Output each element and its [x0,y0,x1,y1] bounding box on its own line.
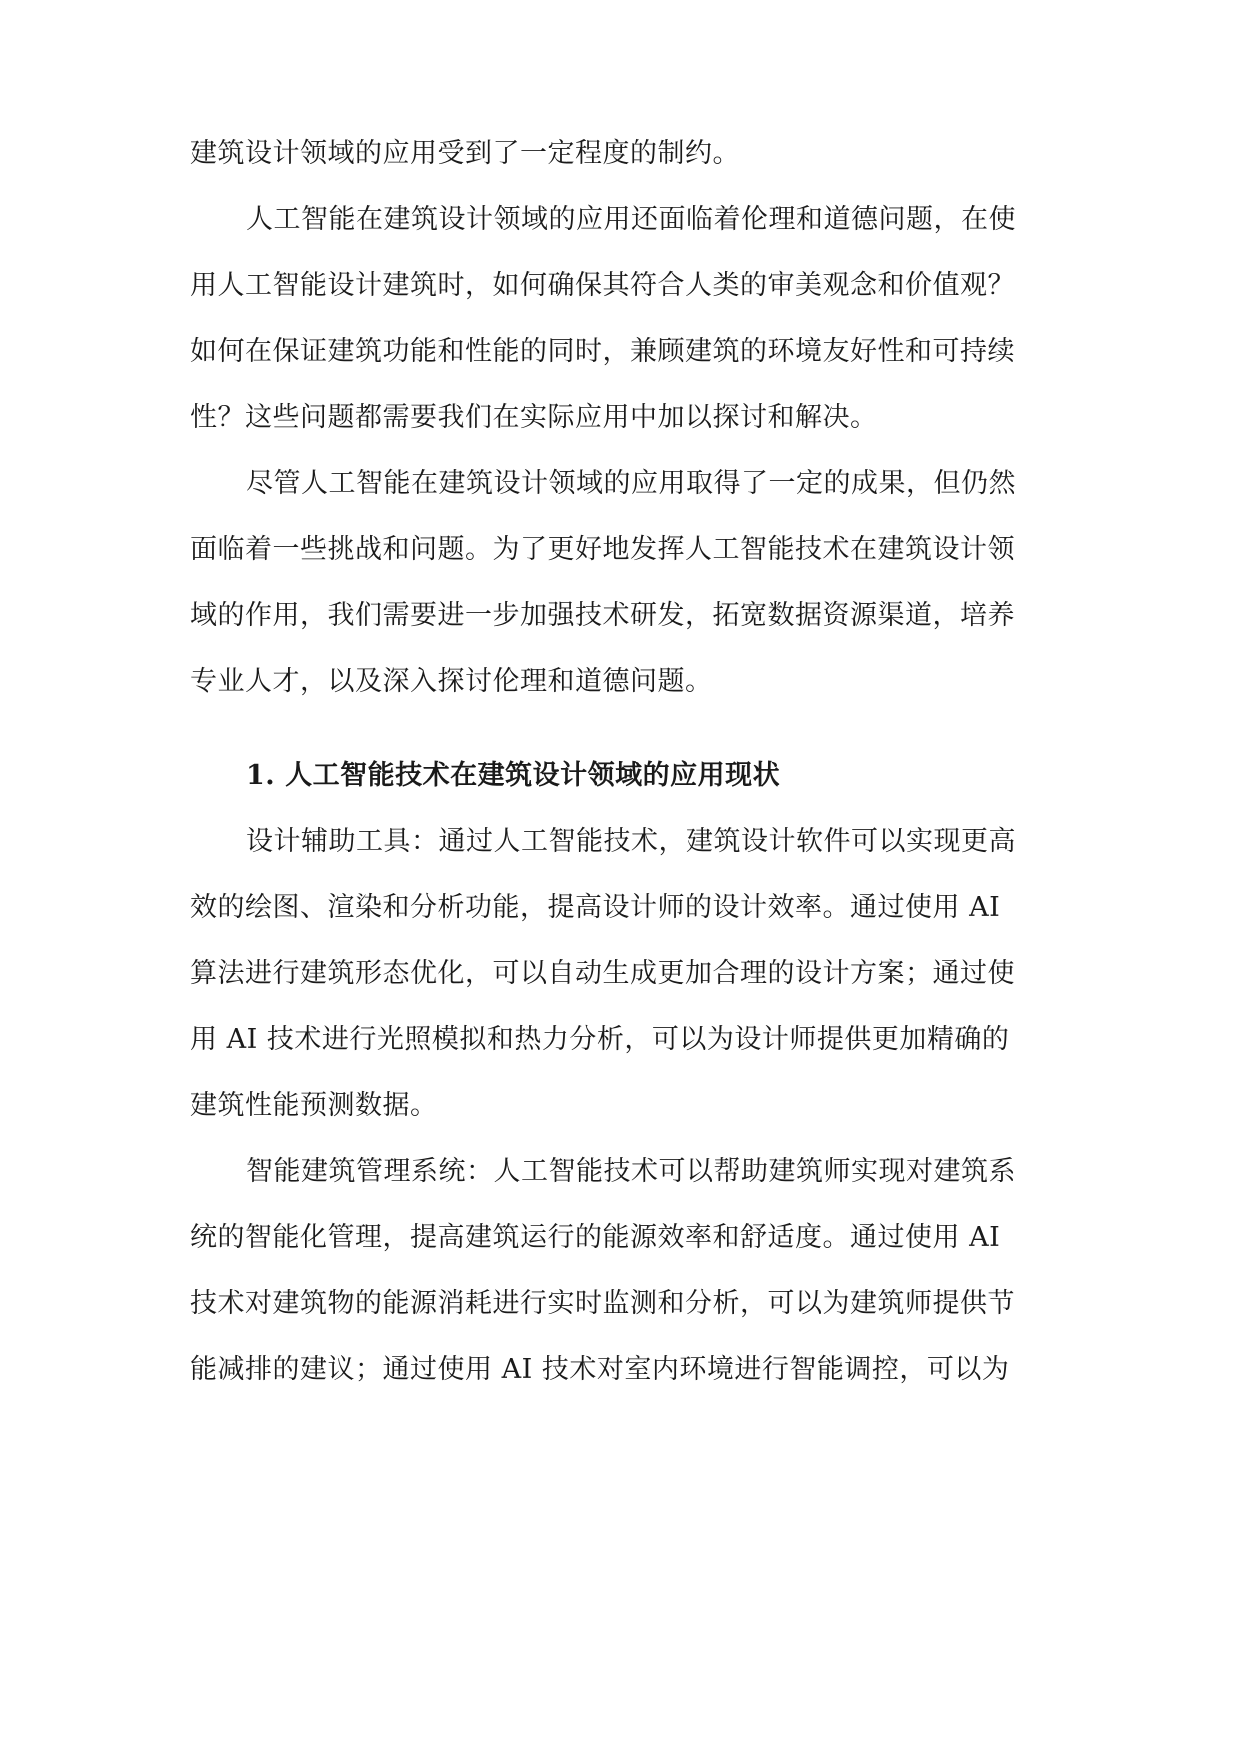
paragraph-line: 用 AI 技术进行光照模拟和热力分析，可以为设计师提供更加精确的 [190,1024,1010,1055]
paragraph-line: 建筑设计领域的应用受到了一定程度的制约。 [190,138,740,169]
paragraph-line: 性？这些问题都需要我们在实际应用中加以探讨和解决。 [190,402,878,433]
paragraph-line: 面临着一些挑战和问题。为了更好地发挥人工智能技术在建筑设计领 [190,534,1015,565]
paragraph-line: 统的智能化管理，提高建筑运行的能源效率和舒适度。通过使用 AI [190,1222,1001,1253]
paragraph-line: 尽管人工智能在建筑设计领域的应用取得了一定的成果，但仍然 [246,468,1016,499]
paragraph-line: 算法进行建筑形态优化，可以自动生成更加合理的设计方案；通过使 [190,958,1015,989]
paragraph-line: 建筑性能预测数据。 [190,1090,438,1121]
paragraph-line: 专业人才，以及深入探讨伦理和道德问题。 [190,666,713,697]
paragraph-line: 如何在保证建筑功能和性能的同时，兼顾建筑的环境友好性和可持续 [190,336,1015,367]
paragraph-line: 能减排的建议；通过使用 AI 技术对室内环境进行智能调控，可以为 [190,1354,1010,1385]
section-heading: 1. 人工智能技术在建筑设计领域的应用现状 [246,760,781,791]
paragraph-line: 用人工智能设计建筑时，如何确保其符合人类的审美观念和价值观？ [190,270,1015,301]
paragraph-line: 域的作用，我们需要进一步加强技术研发，拓宽数据资源渠道，培养 [190,600,1015,631]
paragraph-line: 智能建筑管理系统：人工智能技术可以帮助建筑师实现对建筑系 [246,1156,1016,1187]
paragraph-line: 人工智能在建筑设计领域的应用还面临着伦理和道德问题，在使 [246,204,1016,235]
paragraph-line: 技术对建筑物的能源消耗进行实时监测和分析，可以为建筑师提供节 [190,1288,1015,1319]
paragraph-line: 效的绘图、渲染和分析功能，提高设计师的设计效率。通过使用 AI [190,892,1001,923]
paragraph-line: 设计辅助工具：通过人工智能技术，建筑设计软件可以实现更高 [246,826,1016,857]
